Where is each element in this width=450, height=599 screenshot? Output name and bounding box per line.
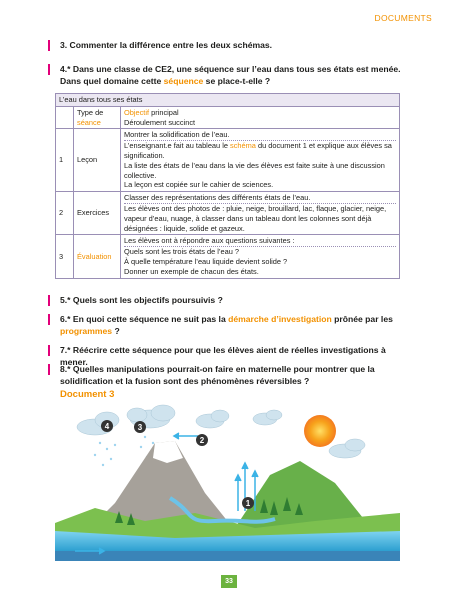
row-number: 2 (56, 192, 74, 235)
header-type (74, 106, 121, 129)
session-text: La leçon est copiée sur le cahier de sciences. (124, 180, 274, 190)
question-7-text: 7.* Réécrire cette séquence pour que les élèves aient de réelles investigations à mener. (60, 345, 386, 367)
question-4 (60, 64, 405, 87)
question-6-text: 6.* En quoi cette séquence ne suit pas la (60, 314, 229, 324)
row-number: 1 (56, 129, 74, 192)
table-header-row (56, 106, 400, 129)
session-text: Donner un exemple de chacun des états. (124, 266, 259, 276)
question-4-text-end: se place-t-elle ? (203, 75, 271, 86)
marker-label: 3 (137, 423, 143, 432)
question-8-text: 8.* Quelles manipulations pourrait-on faire en maternelle pour montrer que la solidification et la fusion sont des phénomènes réversibles ? (60, 364, 375, 386)
question-8 (60, 364, 405, 387)
session-text: Les élèves ont des photos de : pluie, neige, brouillard, lac, flaque, glacier, neige, vapeur d’eau, nuage, à classer dans un tableau dont les colonnes sont déjà désignées : liquide, solide et gazeux. (124, 203, 387, 233)
table-row (56, 235, 400, 278)
water-cycle-illustration (55, 403, 400, 561)
marker-1 (242, 497, 254, 509)
sky-and-clouds (77, 405, 365, 466)
session-text: À quelle température l’eau liquide devient solide ? (124, 256, 288, 266)
row-number: 3 (56, 235, 74, 278)
question-5-text: 5.* Quels sont les objectifs poursuivis ? (60, 295, 223, 305)
header-num (56, 106, 74, 129)
table-caption: L’eau dans tous ses états (56, 94, 400, 107)
question-3-text: 3. Commenter la différence entre les deux schémas. (60, 40, 273, 50)
marker-label: 2 (199, 436, 205, 445)
sun-icon (304, 415, 336, 447)
marker-3 (134, 421, 146, 433)
margin-bar (48, 345, 50, 356)
header-type-label: Type de (77, 107, 104, 117)
question-6 (60, 314, 405, 337)
session-type: Évaluation (74, 235, 121, 278)
marker-label: 4 (104, 422, 110, 431)
session-objective: Les élèves ont à répondre aux questions suivantes : (124, 236, 396, 247)
session-objective: Montrer la solidification de l’eau. (124, 130, 396, 141)
section-header: DOCUMENTS (374, 13, 432, 23)
session-description (121, 129, 400, 192)
marker-label: 1 (245, 499, 251, 508)
glossary-term: Objectif (124, 107, 150, 117)
session-type: Exercices (74, 192, 121, 235)
header-objective (121, 106, 400, 129)
session-objective: Classer des représentations des différents états de l’eau. (124, 193, 396, 204)
question-5 (60, 295, 405, 307)
landscape (55, 441, 400, 561)
sequence-table (55, 93, 400, 279)
page-number: 33 (221, 575, 237, 588)
margin-bar (48, 295, 50, 306)
glossary-term: séance (77, 117, 101, 127)
session-type: Leçon (74, 129, 121, 192)
glossary-term: programmes (60, 325, 113, 336)
glossary-term: schéma (230, 141, 256, 151)
header-objective-label: principal (149, 107, 179, 117)
glossary-term: démarche d’investigation (228, 314, 332, 324)
table-row (56, 192, 400, 235)
margin-bar (48, 40, 50, 51)
session-description (121, 235, 400, 278)
question-3 (60, 40, 405, 52)
session-text: L’enseignant.e fait au tableau le (124, 141, 231, 151)
margin-bar (48, 64, 50, 75)
glossary-term: séquence (163, 75, 204, 86)
marker-4 (101, 420, 113, 432)
question-6-text-end: ? (112, 325, 120, 336)
session-text: Quels sont les trois états de l’eau ? (124, 247, 240, 257)
question-4-text: 4.* Dans une classe de CE2, une séquence sur l’eau dans tous ses états est menée. Dans quel domaine cette (60, 64, 401, 86)
session-text: La liste des états de l’eau dans la vie des élèves est faite suite à une discussion collective. (124, 160, 385, 180)
marker-2 (196, 434, 208, 446)
header-progress-label: Déroulement succinct (124, 117, 196, 127)
table-row (56, 129, 400, 192)
margin-bar (48, 314, 50, 325)
document-title: Document 3 (60, 389, 115, 400)
session-description (121, 192, 400, 235)
question-6-text: prônée par les (331, 314, 393, 324)
margin-bar (48, 364, 50, 375)
session-text: du document 1 et explique aux élèves sa signification. (124, 141, 392, 160)
